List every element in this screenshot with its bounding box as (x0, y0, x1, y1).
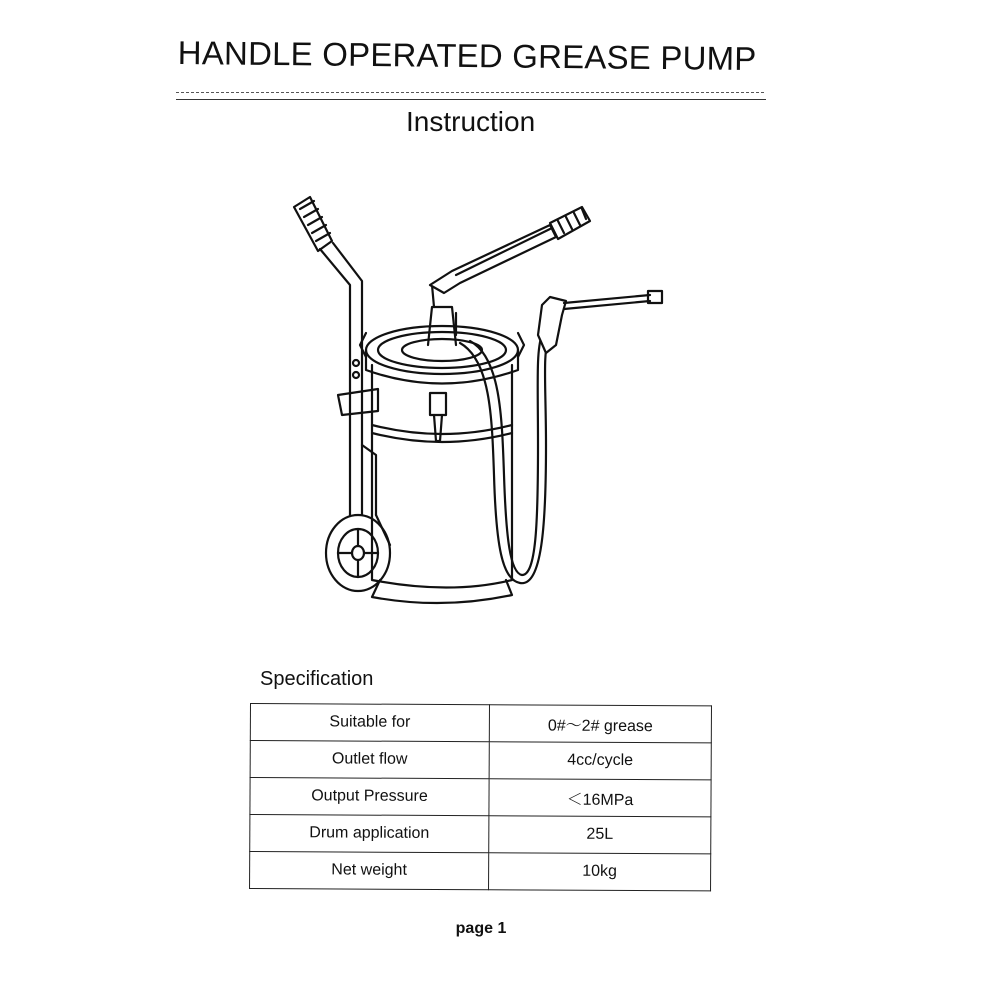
spec-value: 0#～2# grease (489, 705, 711, 743)
grease-pump-illustration (280, 185, 700, 610)
page-title: HANDLE OPERATED GREASE PUMP (177, 34, 757, 78)
title-rule (176, 99, 766, 100)
table-row (250, 852, 711, 891)
spec-value: 4cc/cycle (489, 742, 711, 780)
table-row (250, 704, 711, 743)
spec-value: 10kg (489, 853, 711, 891)
table-row (250, 778, 711, 817)
specification-table (249, 703, 712, 891)
specification-heading: Specification (260, 668, 374, 690)
page-number: page 1 (455, 920, 507, 937)
table-row (250, 741, 711, 780)
table-row (250, 815, 711, 854)
spec-label: Drum application (250, 815, 489, 853)
spec-value: 25L (489, 816, 711, 854)
spec-label: Suitable for (250, 704, 489, 742)
spec-label: Outlet flow (250, 741, 489, 779)
spec-value: ＜16MPa (489, 779, 711, 817)
grease-gun (538, 291, 662, 353)
trolley-grip (294, 197, 332, 251)
spec-label: Net weight (250, 852, 489, 890)
page-subtitle: Instruction (406, 106, 536, 137)
pump-lever (430, 207, 590, 293)
title-rule-dashed (176, 92, 764, 93)
spec-label: Output Pressure (250, 778, 489, 816)
